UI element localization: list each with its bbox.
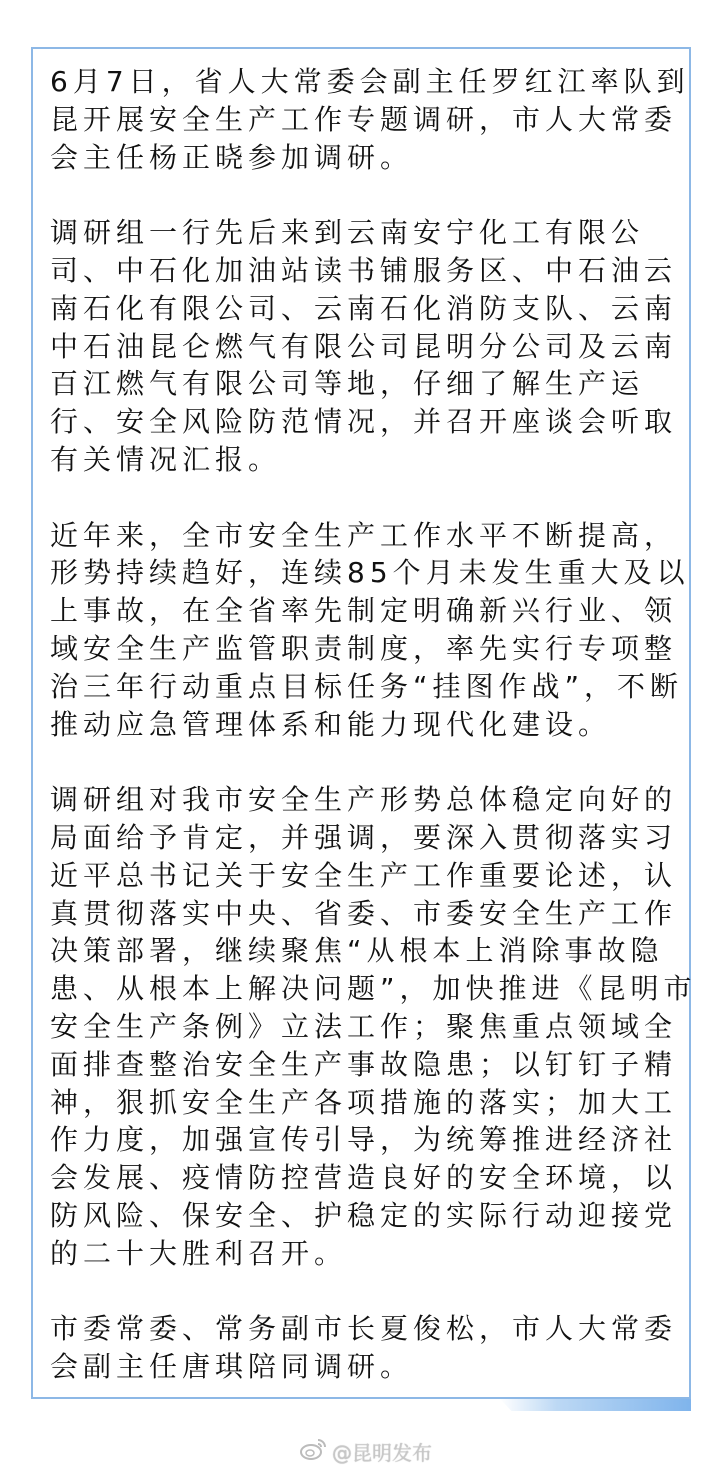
text-line: 作力度，加强宣传引导，为统筹推进经济社 (50, 1123, 678, 1157)
text-line: 司、中石化加油站读书铺服务区、中石油云 (50, 253, 678, 287)
paragraph (50, 214, 689, 479)
text-line: 近平总书记关于安全生产工作重要论述，认 (50, 858, 678, 892)
watermark-text: @昆明发布 (332, 1441, 432, 1465)
text-line: 安全生产条例》立法工作；聚焦重点领域全 (50, 1009, 678, 1043)
text-line: 面排查整治安全生产事故隐患；以钉钉子精 (50, 1047, 678, 1081)
text-line: 会副主任唐琪陪同调研。 (50, 1350, 414, 1384)
text-line: 形势持续趋好，连续85个月未发生重大及以 (50, 556, 690, 590)
text-line: 近年来，全市安全生产工作水平不断提高， (50, 518, 678, 552)
text-line: 真贯彻落实中央、省委、市委安全生产工作 (50, 896, 678, 930)
watermark (300, 1437, 432, 1466)
text-line: 推动应急管理体系和能力现代化建设。 (50, 707, 612, 741)
paragraph (50, 1310, 689, 1386)
text-line: 局面给予肯定，并强调，要深入贯彻落实习 (50, 820, 678, 854)
text-line: 市委常委、常务副市长夏俊松，市人大常委 (50, 1312, 678, 1346)
text-line: 域安全生产监管职责制度，率先实行专项整 (50, 631, 678, 665)
weibo-icon (300, 1437, 328, 1466)
text-line: 会主任杨正晓参加调研。 (50, 140, 414, 174)
text-line: 6月7日，省人大常委会副主任罗红江率队到 (50, 65, 690, 98)
decorative-accent-bar (500, 1399, 691, 1411)
text-line: 行、安全风险防范情况，并召开座谈会听取 (50, 405, 678, 439)
article-body (50, 63, 697, 1424)
paragraph (50, 781, 697, 1272)
text-line: 百江燃气有限公司等地，仔细了解生产运 (50, 367, 645, 401)
text-line: 昆开展安全生产工作专题调研，市人大常委 (50, 102, 678, 136)
text-line: 防风险、保安全、护稳定的实际行动迎接党 (50, 1198, 678, 1232)
text-line: 调研组对我市安全生产形势总体稳定向好的 (50, 783, 678, 817)
text-line: 中石油昆仑燃气有限公司昆明分公司及云南 (50, 329, 678, 363)
text-line: 的二十大胜利召开。 (50, 1236, 348, 1270)
paragraph (50, 517, 689, 744)
text-line: 治三年行动重点目标任务“挂图作战”，不断 (50, 669, 684, 703)
text-line: 有关情况汇报。 (50, 442, 282, 476)
text-line: 上事故，在全省率先制定明确新兴行业、领 (50, 594, 678, 628)
text-line: 神，狠抓安全生产各项措施的落实；加大工 (50, 1085, 678, 1119)
article-frame (31, 47, 697, 1399)
text-line: 决策部署，继续聚焦“从根本上消除事故隐 (50, 934, 664, 968)
text-line: 南石化有限公司、云南石化消防支队、云南 (50, 291, 678, 325)
text-line: 会发展、疫情防控营造良好的安全环境，以 (50, 1161, 678, 1195)
paragraph (50, 63, 689, 176)
text-line: 患、从根本上解决问题”，加快推进《昆明市 (50, 972, 697, 1006)
text-line: 调研组一行先后来到云南安宁化工有限公 (50, 216, 645, 250)
